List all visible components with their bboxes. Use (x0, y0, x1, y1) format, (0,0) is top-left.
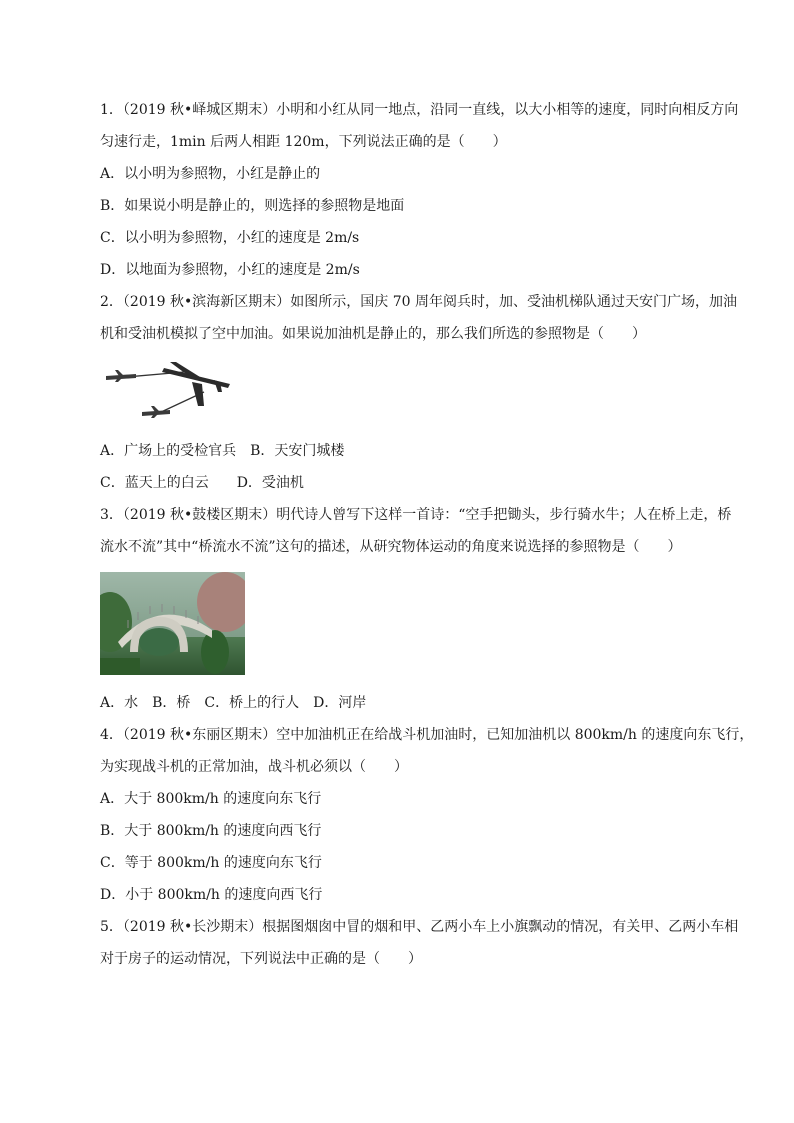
q4-option-d: D．小于 800km/h 的速度向西飞行 (100, 887, 323, 903)
stone-bridge-photo (100, 572, 245, 675)
q5-stem-line2: 对于房子的运动情况，下列说法中正确的是（ ） (100, 951, 422, 967)
q2-stem-line1: 2．（2019 秋•滨海新区期末）如图所示，国庆 70 周年阅兵时，加、受油机梯队通过天安门广场，加油 (100, 294, 737, 310)
q1-option-a: A．以小明为参照物，小红是静止的 (100, 166, 321, 182)
q2-option-ab: A．广场上的受检官兵 B．天安门城楼 (100, 443, 345, 459)
q2-option-cd: C．蓝天上的白云 D．受油机 (100, 475, 304, 491)
q2-stem-line2: 机和受油机模拟了空中加油。如果说加油机是静止的，那么我们所选的参照物是（ ） (100, 326, 646, 342)
q1-stem-line2: 匀速行走，1min 后两人相距 120m，下列说法正确的是（ ） (100, 134, 507, 150)
q3-stem-line2: 流水不流”其中“桥流水不流”这句的描述，从研究物体运动的角度来说选择的参照物是（ ） (100, 539, 682, 555)
q3-options: A．水 B．桥 C．桥上的行人 D．河岸 (100, 695, 367, 711)
q4-option-b: B．大于 800km/h 的速度向西飞行 (100, 823, 322, 839)
airplane-refueling-figure (104, 362, 234, 428)
q1-option-b: B．如果说小明是静止的，则选择的参照物是地面 (100, 198, 405, 214)
q1-option-d: D．以地面为参照物，小红的速度是 2m/s (100, 262, 360, 278)
q4-option-c: C．等于 800km/h 的速度向东飞行 (100, 855, 322, 871)
q4-stem-line2: 为实现战斗机的正常加油，战斗机必须以（ ） (100, 759, 408, 775)
q5-stem-line1: 5．（2019 秋•长沙期末）根据图烟囱中冒的烟和甲、乙两小车上小旗飘动的情况，有关甲、乙两小车相 (100, 919, 739, 935)
q1-stem-line1: 1．（2019 秋•峄城区期末）小明和小红从同一地点，沿同一直线，以大小相等的速度，同时向相反方向 (100, 102, 739, 118)
q3-stem-line1: 3．（2019 秋•鼓楼区期末）明代诗人曾写下这样一首诗：“空手把锄头，步行骑水牛；人在桥上走，桥 (100, 507, 732, 523)
q4-option-a: A．大于 800km/h 的速度向东飞行 (100, 791, 322, 807)
q4-stem-line1: 4．（2019 秋•东丽区期末）空中加油机正在给战斗机加油时，已知加油机以 800km/h 的速度向东飞行， (100, 727, 754, 743)
q1-option-c: C．以小明为参照物，小红的速度是 2m/s (100, 230, 360, 246)
